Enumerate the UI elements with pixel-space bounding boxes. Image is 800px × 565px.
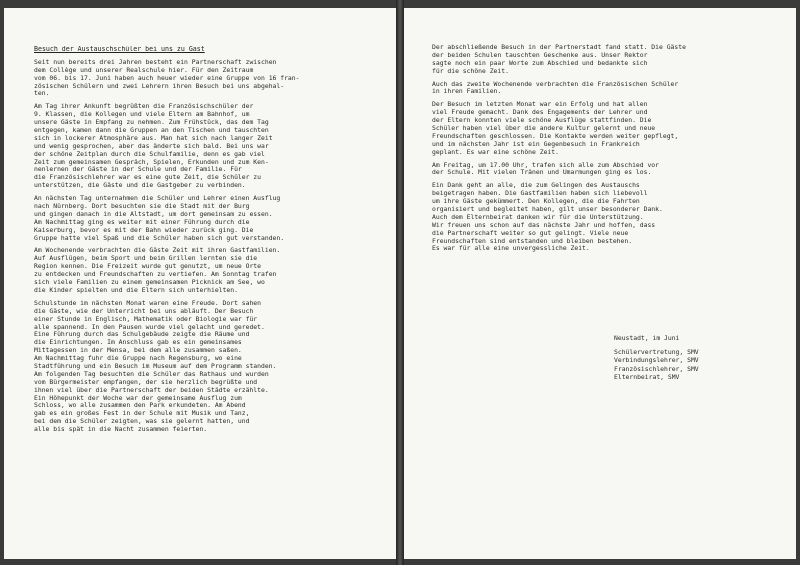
right-paragraph xyxy=(432,162,774,178)
text-line: nenlernen der Gäste in der Schule und der Familie. Für xyxy=(34,166,242,174)
text-line: die Kinder spielten und die Eltern sich unterhielten. xyxy=(34,286,238,294)
text-line: einer Stunde in Englisch, Mathematik oder Biologie war für xyxy=(34,315,258,323)
signature-name: Französischlehrer, SMV xyxy=(614,364,699,373)
text-line: An nächsten Tag unternahmen die Schüler und Lehrer einen Ausflug xyxy=(34,195,281,203)
text-line: Zeit zum gemeinsamen Gespräch, Spielen, Erkunden und zum Ken- xyxy=(34,158,269,166)
right-paragraph xyxy=(432,182,774,253)
signature-name: Schülervertretung, SMV xyxy=(614,348,699,357)
left-paragraphs xyxy=(34,59,382,434)
text-line: Am Nachmittag fuhr die Gruppe nach Regensburg, wo eine xyxy=(34,355,242,363)
text-line: Auch das zweite Wochenende verbrachten die Französischen Schüler xyxy=(432,80,679,88)
left-paragraph xyxy=(34,247,382,294)
text-line: vom 06. bis 17. Juni haben auch heuer wieder eine Gruppe von 16 fran- xyxy=(34,74,300,82)
signature-name: Verbindungslehrer, SMV xyxy=(614,356,699,365)
text-line: nach Nürnberg. Dort besuchten sie die Stadt mit der Burg xyxy=(34,203,250,211)
text-line: der Schule. Mit vielen Tränen und Umarmungen ging es los. xyxy=(432,169,652,177)
text-line: Stadtführung und ein Besuch im Museum auf dem Programm standen. xyxy=(34,362,277,370)
right-paragraph xyxy=(432,101,774,156)
text-line: Wir freuen uns schon auf das nächste Jahr und hoffen, dass xyxy=(432,221,656,229)
text-line: Ein Höhepunkt der Woche war der gemeinsame Ausflug zum xyxy=(34,394,242,402)
text-line: Freundschaften geschlossen. Die Kontakte werden weiter gepflegt, xyxy=(432,132,679,140)
text-line: 9. Klassen, die Kollegen und viele Eltern am Bahnhof, um xyxy=(34,111,250,119)
text-line: die Einrichtungen. Im Anschluss gab es ein gemeinsames xyxy=(34,339,242,347)
right-page xyxy=(404,8,796,559)
text-line: ten. xyxy=(34,90,50,98)
text-line: bei dem die Schüler zeigten, was sie gelernt hatten, und xyxy=(34,418,250,426)
left-paragraph xyxy=(34,300,382,434)
text-line: Am folgenden Tag besuchten die Schüler das Rathaus und wurden xyxy=(34,370,269,378)
text-line: Freundschaften sind entstanden und bleiben bestehen. xyxy=(432,237,633,245)
text-line: Auch dem Elternbeirat danken wir für die Unterstützung. xyxy=(432,213,644,221)
text-line: Am Tag ihrer Ankunft begrüßten die Französischschüler der xyxy=(34,103,254,111)
text-line: Am Wochenende verbrachten die Gäste Zeit mit ihren Gastfamilien. xyxy=(34,247,281,255)
signature-block xyxy=(614,334,699,381)
text-line: Kaiserburg, bevor es mit der Bahn wieder zurück ging. Die xyxy=(34,226,254,234)
signature-date: Neustadt, im Juni xyxy=(614,334,680,342)
text-line: Der abschließende Besuch in der Partnerstadt fand statt. Die Gäste xyxy=(432,44,686,51)
text-line: Am Nachmittag ging es weiter mit einer Führung durch die xyxy=(34,218,250,226)
text-line: alle bis spät in die Nacht zusammen feierten. xyxy=(34,426,208,434)
text-line: Gruppe hatte viel Spaß und die Schüler haben sich gut verstanden. xyxy=(34,234,285,242)
text-line: zu entdecken und Freundschaften zu vertiefen. Am Sonntag trafen xyxy=(34,271,277,279)
text-line: organisiert und begleitet haben, gilt unser besonderer Dank. xyxy=(432,206,663,214)
text-line: Ein Dank geht an alle, die zum Gelingen des Austauschs xyxy=(432,182,640,190)
text-line: sagte noch ein paar Worte zum Abschied und bedankte sich xyxy=(432,59,648,67)
text-line: geplant. Es war eine schöne Zeit. xyxy=(432,148,559,156)
text-line: Schulstunde im nächsten Monat waren eine Freude. Dort sahen xyxy=(34,299,262,307)
left-paragraph xyxy=(34,195,382,242)
text-line: und im nächsten Jahr ist ein Gegenbesuch in Frankreich xyxy=(432,140,640,148)
right-paragraphs xyxy=(432,44,774,253)
text-line: zösischen Schülern und zwei Lehrern ihren Besuch bei uns abgehal- xyxy=(34,82,285,90)
signature-names xyxy=(614,348,699,381)
text-line: Der Besuch im letzten Monat war ein Erfolg und hat allen xyxy=(432,101,648,109)
right-paragraph xyxy=(432,44,774,76)
text-line: Mittagessen in der Mensa, bei dem alle zusammen saßen. xyxy=(34,347,242,355)
text-line: entgegen, kamen dann die Gruppen an den Tischen und tauschten xyxy=(34,127,269,135)
text-line: Seit nun bereits drei Jahren besteht ein Partnerschaft zwischen xyxy=(34,58,277,66)
book-spine xyxy=(396,0,404,565)
text-line: der schöne Zeitplan durch die Schulfamilie, denn es gab viel xyxy=(34,150,265,158)
text-line: dem Collège und unserer Realschule hier. Für den Zeitraum xyxy=(34,66,254,74)
signature-name: Elternbeirat, SMV xyxy=(614,372,680,381)
text-line: Am Freitag, um 17.00 Uhr, trafen sich alle zum Abschied vor xyxy=(432,161,660,169)
text-line: sich in lockerer Atmosphäre aus. Man hat sich nach langer Zeit xyxy=(34,134,273,142)
text-line: Schüler haben viel über die andere Kultur gelernt und neue xyxy=(432,125,656,133)
text-line: alle spannend. In den Pausen wurde viel gelacht und geredet. xyxy=(34,323,265,331)
right-paragraph xyxy=(432,81,774,97)
left-page xyxy=(4,8,396,559)
text-line: die Französischlehrer war es eine gute Zeit, die Schüler zu xyxy=(34,174,262,182)
text-line: Auf Ausflügen, beim Sport und beim Grillen lernten sie die xyxy=(34,255,258,263)
article-title: Besuch der Austauschschüler bei uns zu Gast xyxy=(34,46,205,53)
text-line: der beiden Schulen tauschten Geschenke aus. Unser Rektor xyxy=(432,51,648,59)
text-line: für die schöne Zeit. xyxy=(432,67,509,75)
text-line: Schloss, wo alle zusammen den Park erkundeten. Am Abend xyxy=(34,402,246,410)
text-line: und gingen danach in die Altstadt, um dort gemeinsam zu essen. xyxy=(34,210,273,218)
text-line: Eine Führung durch das Schulgebäude zeigte die Räume und xyxy=(34,331,250,339)
text-line: die Gäste, wie der Unterricht bei uns abläuft. Der Besuch xyxy=(34,307,254,315)
text-line: in ihren Familien. xyxy=(432,88,502,96)
text-line: vom Bürgermeister empfangen, der sie herzlich begrüßte und xyxy=(34,378,258,386)
text-line: unterstützen, die Gäste und die Gastgeber zu verbinden. xyxy=(34,182,246,190)
text-line: gab es ein großes Fest in der Schule mit Musik und Tanz, xyxy=(34,410,250,418)
right-page-text xyxy=(432,44,774,253)
text-line: die Partnerschaft weiter so gut gelingt. Viele neue xyxy=(432,229,629,237)
text-line: sich viele Familien zu einem gemeinsamen Picknick am See, wo xyxy=(34,279,265,287)
text-line: viel Freude gemacht. Dank des Engagements der Lehrer und xyxy=(432,109,648,117)
text-line: Region kennen. Die Freizeit wurde gut genutzt, um neue Orte xyxy=(34,263,262,271)
text-line: unsere Gäste in Empfang zu nehmen. Zum Frühstück, das dem Tag xyxy=(34,119,269,127)
text-line: beigetragen haben. Die Gastfamilien haben sich liebevoll xyxy=(432,190,648,198)
text-line: ihnen viel über die Partnerschaft der beiden Städte erzählte. xyxy=(34,386,269,394)
left-paragraph xyxy=(34,103,382,190)
text-line: und wenig gesprochen, aber das änderte sich bald. Bei uns war xyxy=(34,142,269,150)
text-line: um ihre Gäste gekümmert. Den Kollegen, die die Fahrten xyxy=(432,198,640,206)
left-paragraph xyxy=(34,59,382,98)
left-page-text xyxy=(34,46,382,434)
text-line: der Eltern konnten viele schöne Ausflüge stattfinden. Die xyxy=(432,117,652,125)
text-line: Es war für alle eine unvergessliche Zeit. xyxy=(432,245,590,253)
